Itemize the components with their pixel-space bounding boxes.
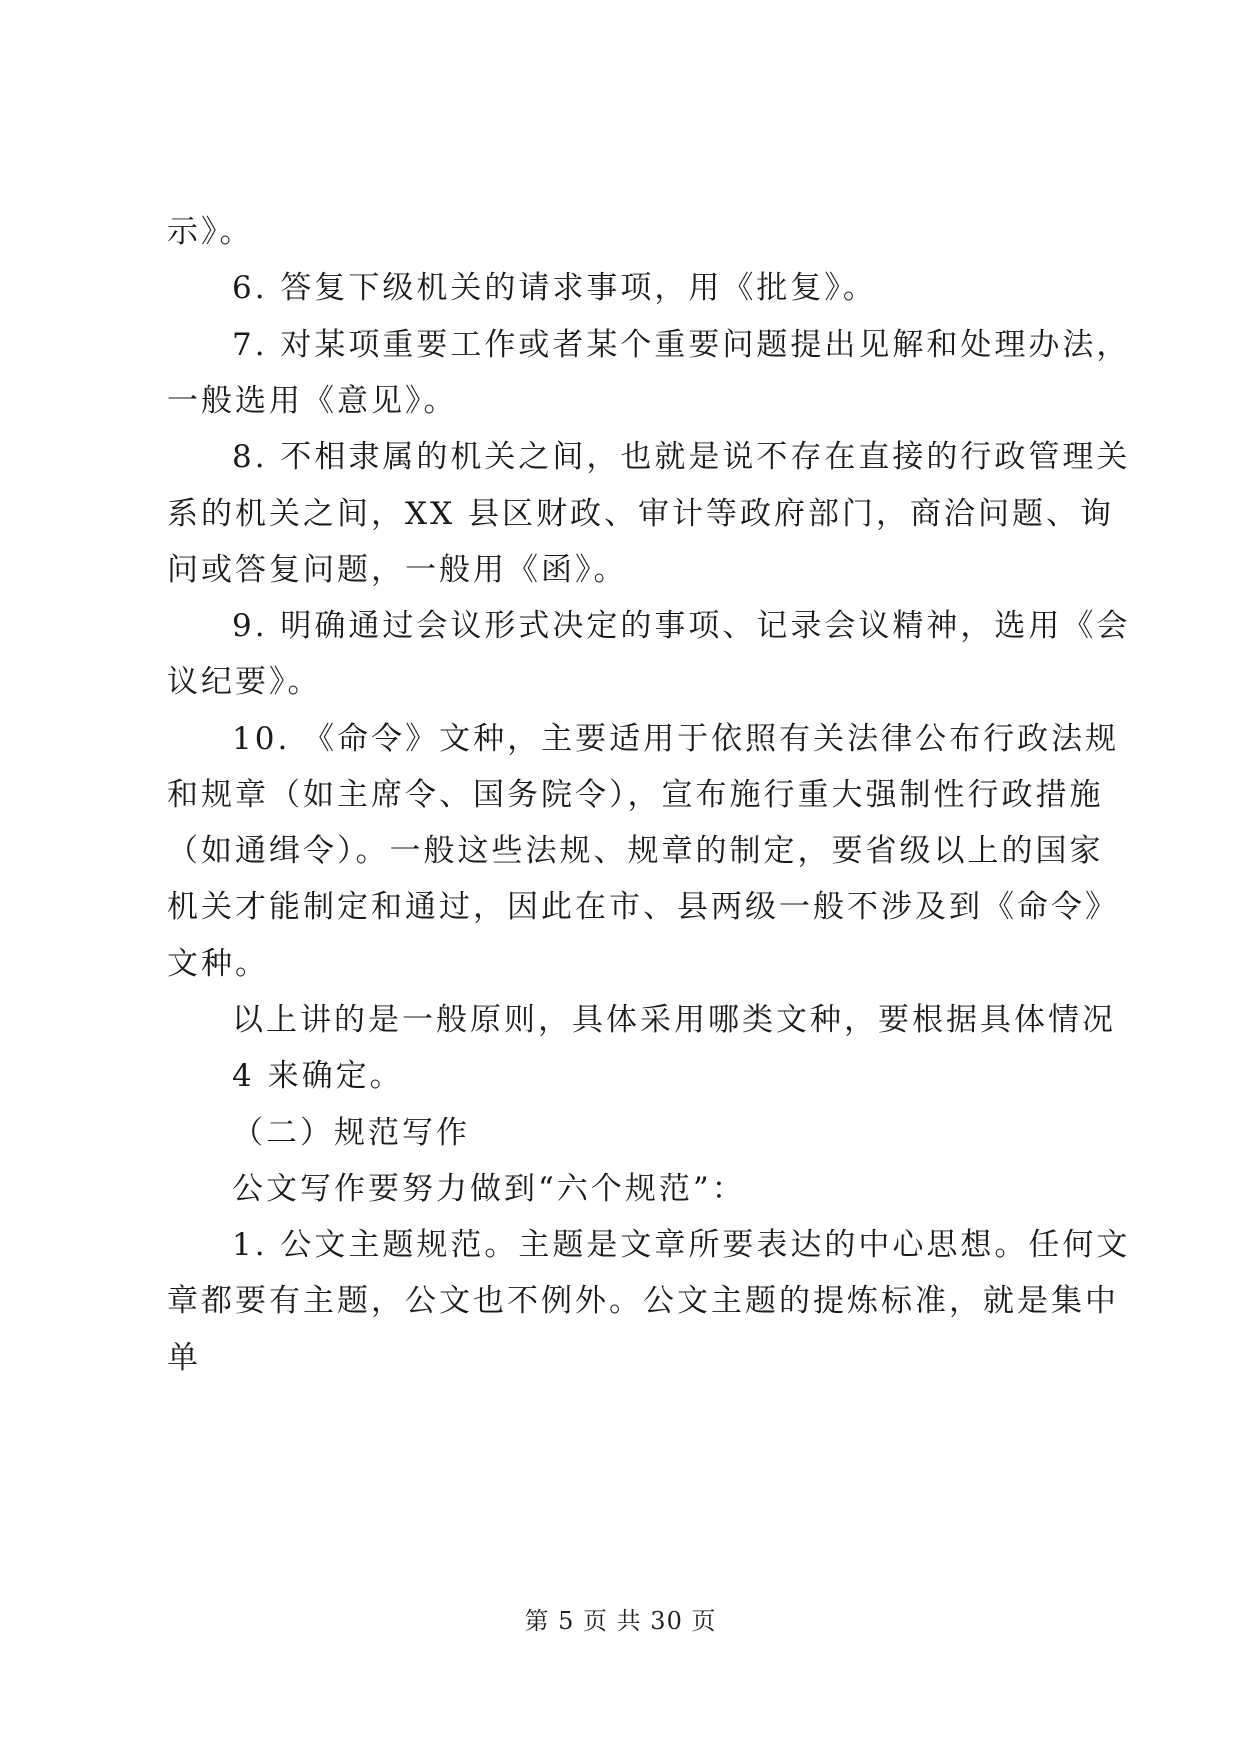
text-line: 10. 《命令》文种，主要适用于依照有关法律公布行政法规 [232, 721, 1120, 757]
text-line: 以上讲的是一般原则，具体采用哪类文种，要根据具体情况 [232, 1002, 1116, 1038]
page-footer: 第 5 页 共 30 页 [524, 1607, 717, 1635]
text-line: 议纪要》。 [167, 664, 322, 700]
text-line: 示》。 [167, 214, 254, 250]
section-heading: （二）规范写作 [232, 1115, 470, 1151]
text-line: 章都要有主题，公文也不例外。公文主题的提炼标准，就是集中 [167, 1283, 1119, 1319]
text-line: 1. 公文主题规范。主题是文章所要表达的中心思想。任何文 [232, 1227, 1131, 1263]
text-line: （如通缉令）。一般这些法规、规章的制定，要省级以上的国家 [167, 833, 1104, 869]
text-line: 9. 明确通过会议形式决定的事项、记录会议精神，选用《会 [232, 608, 1131, 644]
text-line: 公文写作要努力做到“六个规范”： [232, 1171, 746, 1207]
text-line: 8. 不相隶属的机关之间，也就是说不存在直接的行政管理关 [232, 439, 1131, 475]
text-line: 和规章（如主席令、国务院令），宣布施行重大强制性行政措施 [167, 777, 1104, 813]
text-line: 7. 对某项重要工作或者某个重要问题提出见解和处理办法， [232, 327, 1131, 363]
text-line: 系的机关之间，XX 县区财政、审计等政府部门，商洽问题、询 [167, 496, 1114, 532]
text-line: 机关才能制定和通过，因此在市、县两级一般不涉及到《命令》 [167, 889, 1119, 925]
text-line: 文种。 [167, 946, 269, 982]
text-line: 一般选用《意见》。 [167, 383, 458, 419]
text-line: 问或答复问题，一般用《函》。 [167, 552, 628, 588]
text-line: 6. 答复下级机关的请求事项，用《批复》。 [232, 270, 877, 306]
text-line: 单 [167, 1340, 201, 1376]
text-line: 4 来确定。 [232, 1058, 404, 1094]
